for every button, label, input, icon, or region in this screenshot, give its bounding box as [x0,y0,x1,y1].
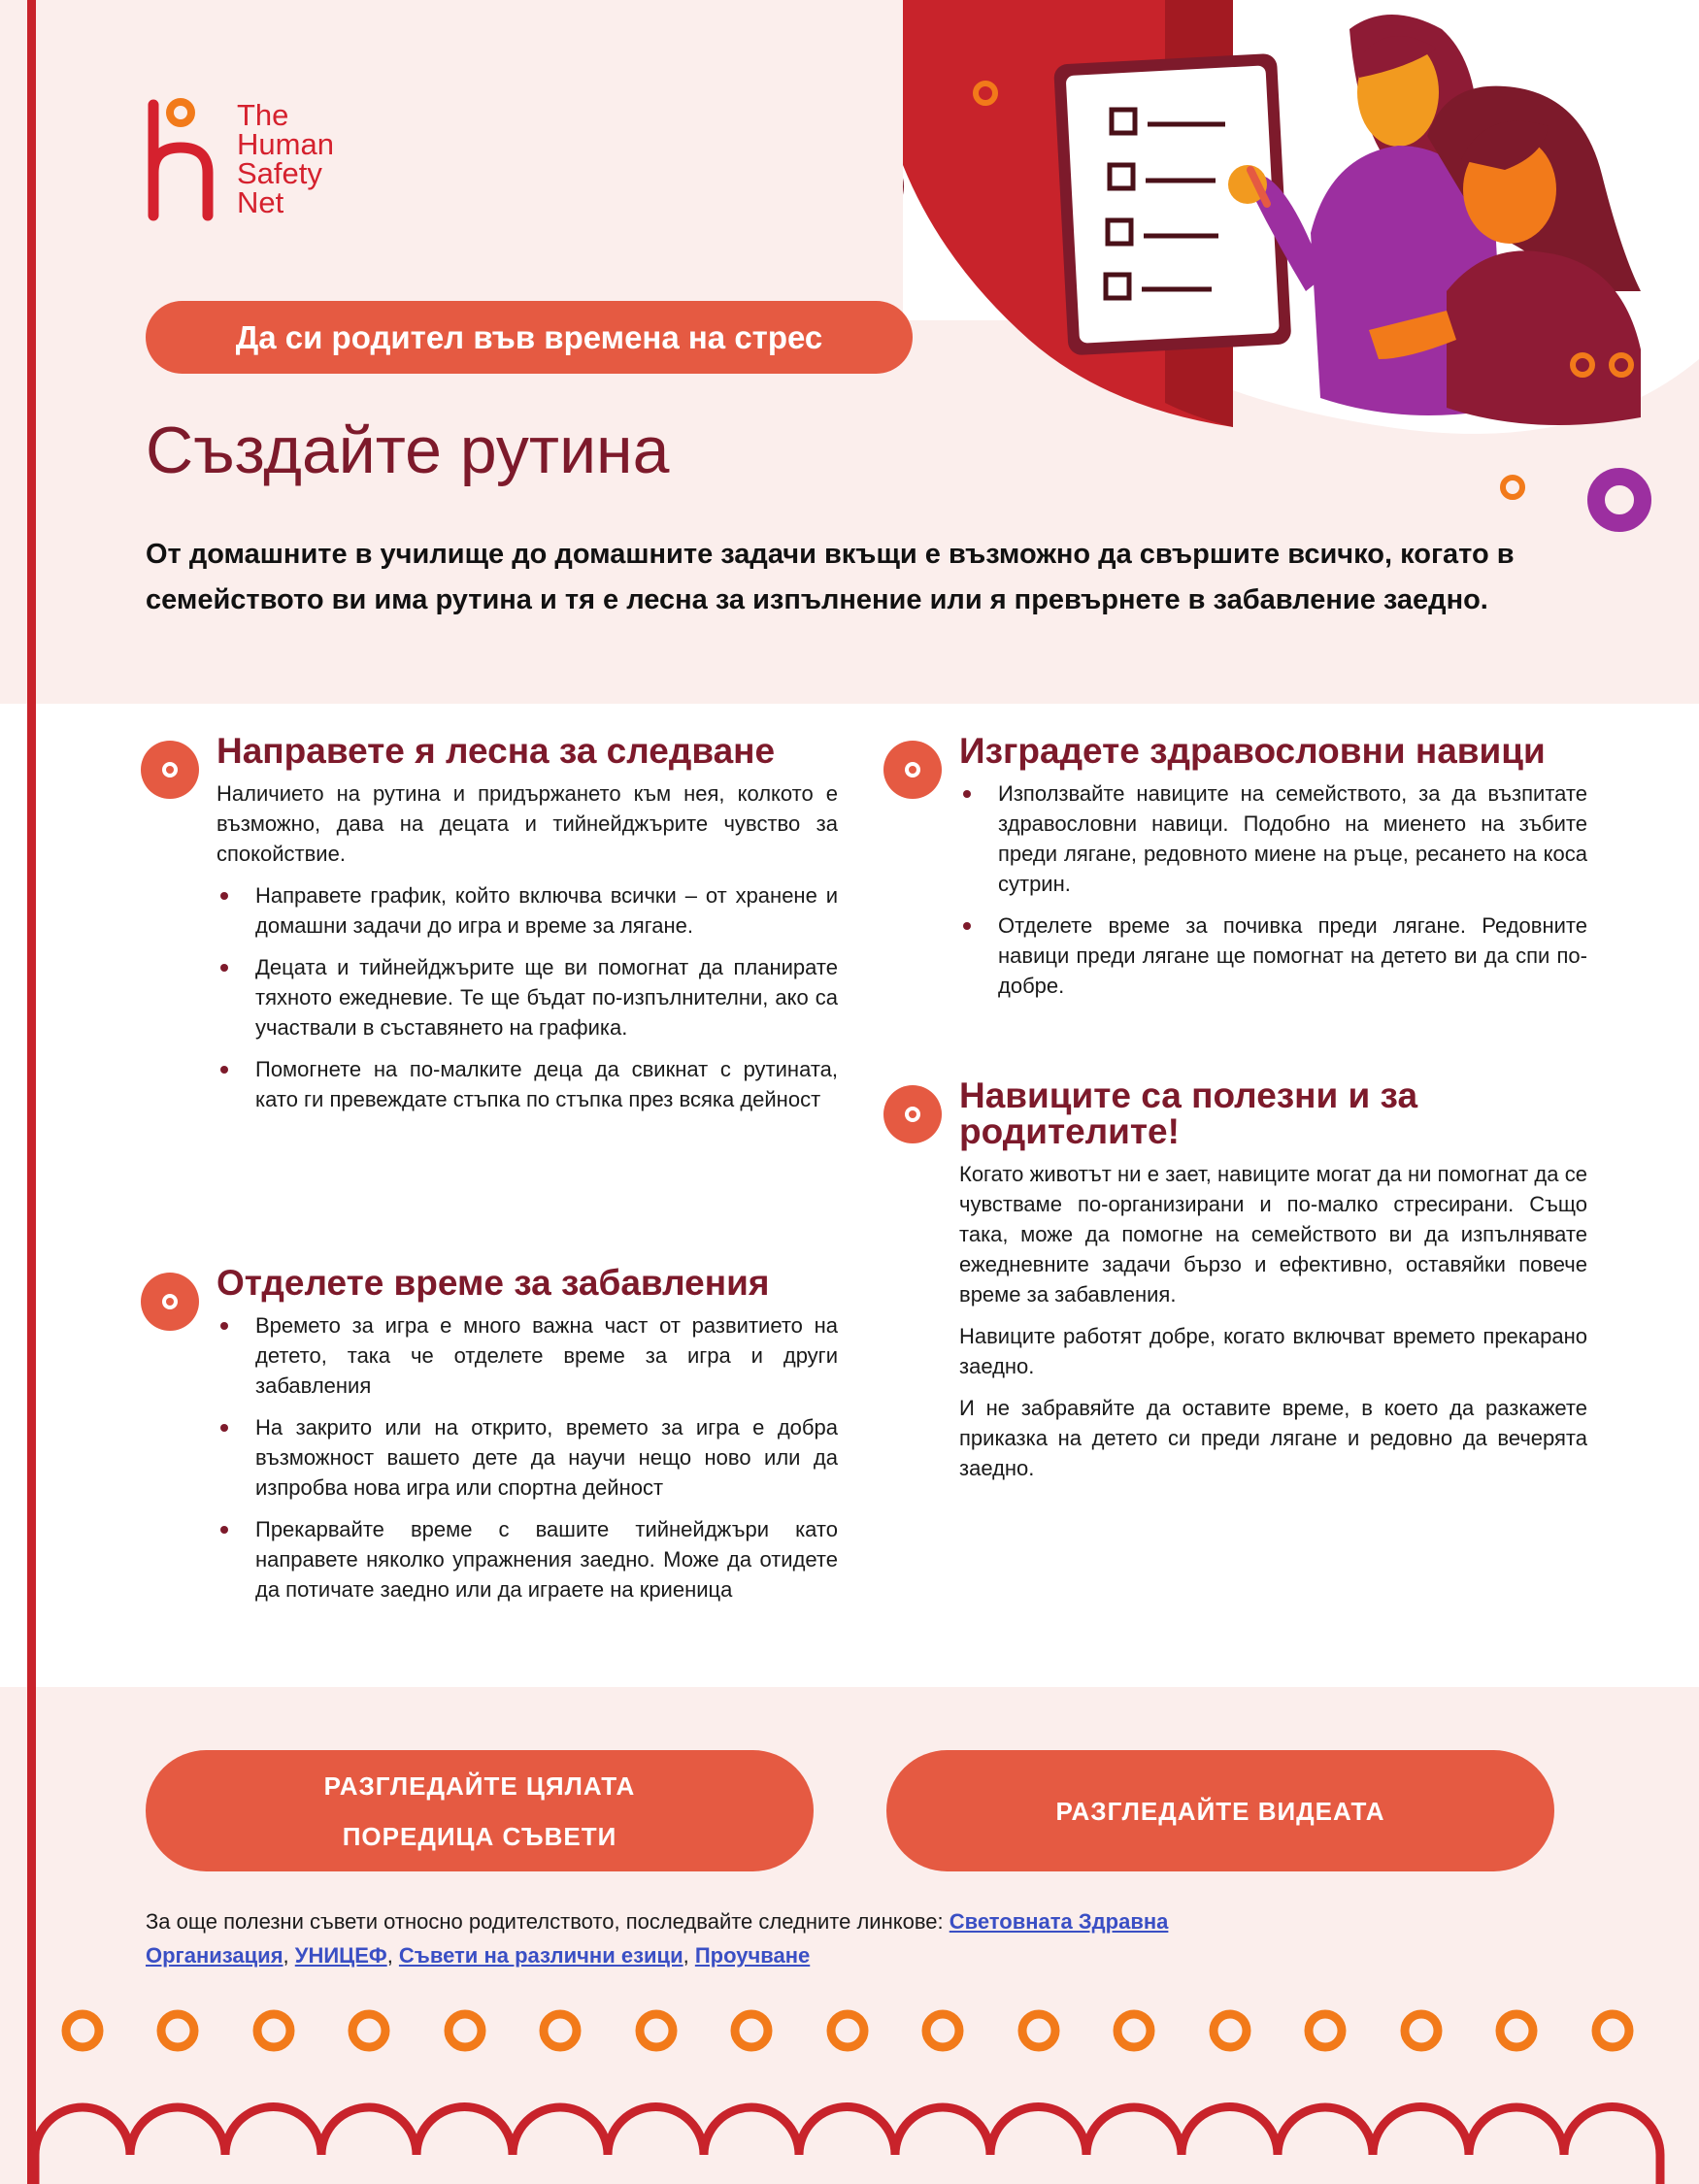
topic-tag: Да си родител във времена на стрес [146,301,913,374]
section-title: Изградете здравословни навици [959,731,1546,771]
button-label-line: РАЗГЛЕДАЙТЕ ЦЯЛАТА [323,1770,636,1801]
section-healthy-habits [883,733,1587,1012]
footer-links [146,1904,1214,1972]
section-paragraph: Наличието на рутина и придържането към нея, колкото е възможно, дава на децата и тийнейджърите чувство за спокойствие. [217,781,838,866]
target-icon [883,1085,942,1143]
section-title: Отделете време за забавления [217,1263,770,1303]
section-make-it-easy [141,733,838,1126]
section-body [883,778,1587,1001]
link-who[interactable]: Световната Здравна Организация [146,1909,1169,1968]
link-unicef[interactable]: УНИЦЕФ [294,1943,387,1968]
section-title: Направете я лесна за следване [217,731,776,771]
decorative-border [0,2000,1699,2184]
target-icon [141,1273,199,1331]
section-body [141,1310,838,1605]
bullet-list [959,778,1587,1001]
section-header [883,733,1587,769]
separator: , [683,1943,695,1968]
logo-text [237,98,334,219]
target-icon [141,741,199,799]
list-item: Използвайте навиците на семейството, за да възпитате здравословни навици. Подобно на миенето на зъбите преди лягане, редовното миене на ръце, ресането на коса сутрин. [959,778,1587,899]
logo[interactable] [144,97,377,223]
section-header [141,733,838,769]
section-body [883,1159,1587,1483]
logo-line: Net [237,185,284,219]
section-time-for-fun [141,1265,838,1616]
intro-text: От домашните в училище до домашните задачи вкъщи е възможно да свършите всичко, когато в семейството ви има рутина и тя е лесна за изпълнение или я превърнете в забавление заедно. [146,539,1515,615]
logo-line: Human [237,127,334,161]
list-item: Децата и тийнейджърите ще ви помогнат да планирате тяхното ежедневие. Те ще бъдат по-изпълнителни, ако са участвали в съставянето на графика. [217,952,838,1042]
logo-h-icon [144,97,231,221]
link-languages[interactable]: Съвети на различни езици [398,1943,683,1968]
bullet-list [217,1310,838,1605]
separator: , [386,1943,399,1968]
target-icon [883,741,942,799]
section-title: Навиците са полезни и за родителите! [959,1075,1418,1151]
separator: , [283,1943,295,1968]
button-label: РАЗГЛЕДАЙТЕ ВИДЕАТА [1055,1796,1385,1826]
section-paragraph: Когато животът ни е зает, навиците могат да ни помогнат да се чувстваме по-организирани и по-малко стресирани. Също така, може да помогне на семейството ви да изпълнявате ежедневните задачи бързо и ефективно, оставяйки повече време за забавления. [959,1162,1587,1307]
view-series-button[interactable] [146,1750,814,1871]
list-item: Направете график, който включва всички – от хранене и домашни задачи до игра и време за лягане. [217,880,838,941]
list-item: Времето за игра е много важна част от развитието на детето, така че отделете време за игра и други забавления [217,1310,838,1401]
section-paragraph: Навиците работят добре, когато включват времето прекарано заедно. [959,1324,1587,1378]
button-label-line: ПОРЕДИЦА СЪВЕТИ [342,1821,617,1851]
link-survey[interactable]: Проучване [694,1943,811,1968]
section-body [141,778,838,1114]
page-title: Създайте рутина [146,414,670,487]
section-header [883,1077,1587,1149]
list-item: Отделете време за почивка преди лягане. Редовните навици преди лягане ще помогнат на детето ви да спи по-добре. [959,910,1587,1001]
hero-illustration [903,0,1699,456]
section-habits-for-parents [883,1077,1587,1495]
list-item: Прекарвайте време с вашите тийнейджъри като направете няколко упражнения заедно. Може да отидете да потичате заедно или да играете на криеница [217,1514,838,1605]
section-header [141,1265,838,1301]
left-rule [27,0,36,2184]
list-item: Помогнете на по-малките деца да свикнат с рутината, като ги превеждате стъпка по стъпка през всяка дейност [217,1054,838,1114]
footer-lead: За още полезни съвети относно родителството, последвайте следните линкове: [146,1909,949,1934]
logo-line: The [237,98,289,132]
section-paragraph: И не забравяйте да оставите време, в което да разкажете приказка на детето си преди лягане и редовно да вечерята заедно. [959,1396,1587,1480]
logo-line: Safety [237,156,322,190]
view-videos-button[interactable] [886,1750,1554,1871]
list-item: На закрито или на открито, времето за игра е добра възможност вашето дете да научи нещо ново или да изпробва нова игра или спортна дейност [217,1412,838,1503]
bullet-list [217,880,838,1114]
